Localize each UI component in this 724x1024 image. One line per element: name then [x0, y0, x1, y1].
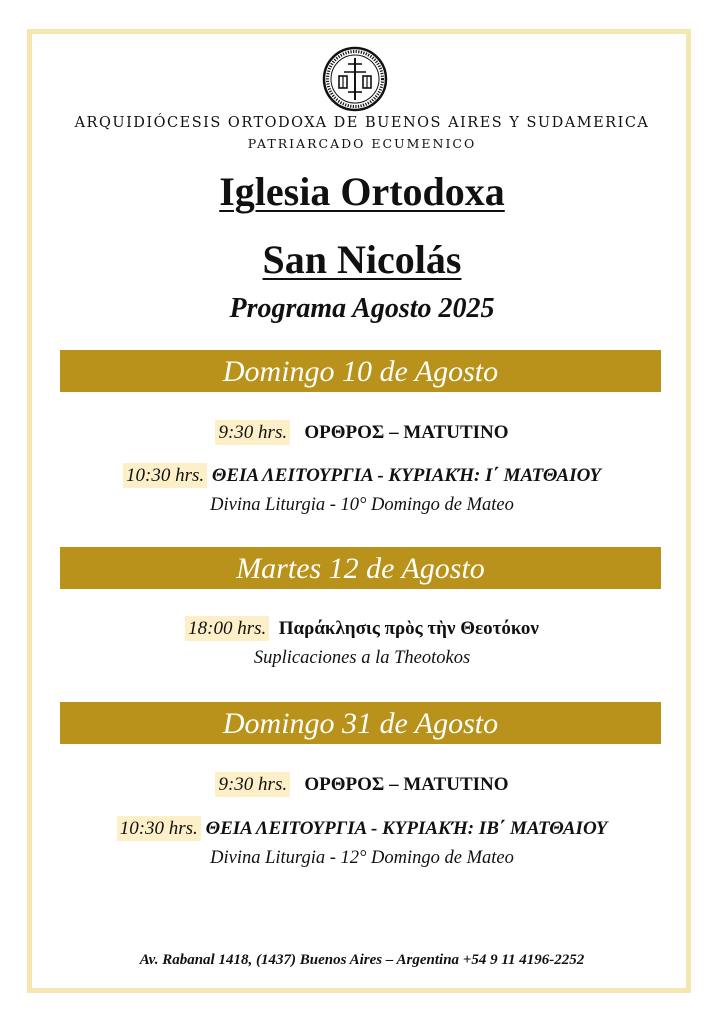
section-heading: Domingo 31 de Agosto: [60, 702, 661, 744]
church-title-line1: Iglesia Ortodoxa: [219, 169, 505, 214]
event-subtitle: Divina Liturgia - 10° Domingo de Mateo: [210, 495, 514, 515]
patriarchate-name: PATRIARCADO ECUMENICO: [247, 136, 477, 151]
event-time: 10:30 hrs.: [123, 463, 207, 488]
church-title-line2: San Nicolás: [262, 237, 462, 282]
event-name: ΘΕΙΑ ΛΕΙΤΟΥΡΓΙΑ - ΚΥΡΙΑΚΉ: ΙΒ΄ ΜΑΤΘΑΙΟΥ: [205, 818, 608, 839]
program-title: Programa Agosto 2025: [229, 293, 495, 324]
section-heading: Domingo 10 de Agosto: [60, 350, 661, 392]
event-subtitle: Suplicaciones a la Theotokos: [253, 648, 471, 668]
event-name: Παράκλησις πρὸς τὴν Θεοτόκον: [278, 618, 539, 639]
footer-address: Av. Rabanal 1418, (1437) Buenos Aires – Argentina +54 9 11 4196-2252: [139, 952, 585, 968]
event-row: [0, 774, 724, 796]
event-name: ΘΕΙΑ ΛΕΙΤΟΥΡΓΙΑ - ΚΥΡΙΑΚΉ: Ι΄ ΜΑΤΘΑΙΟΥ: [211, 465, 601, 486]
event-name: ΟΡΘΡΟΣ – MATUTINO: [304, 774, 509, 795]
event-row: [0, 818, 724, 840]
event-row: [0, 465, 724, 487]
event-row: [0, 618, 724, 640]
event-subtitle: Divina Liturgia - 12° Domingo de Mateo: [210, 848, 514, 868]
event-time: 10:30 hrs.: [117, 816, 201, 841]
event-name: ΟΡΘΡΟΣ – MATUTINO: [304, 422, 509, 443]
event-time: 9:30 hrs.: [215, 772, 290, 797]
event-row: [0, 422, 724, 444]
section-heading: Martes 12 de Agosto: [60, 547, 661, 589]
archdiocese-name: ARQUIDIÓCESIS ORTODOXA DE BUENOS AIRES Y SUDAMERICA: [74, 115, 650, 131]
event-time: 18:00 hrs.: [185, 616, 269, 641]
patriarchate-seal-icon: [322, 46, 388, 112]
event-time: 9:30 hrs.: [215, 420, 290, 445]
